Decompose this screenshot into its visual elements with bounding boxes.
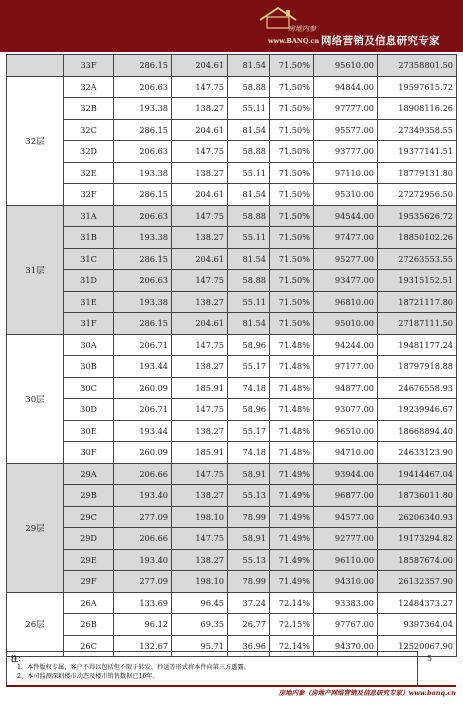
total-price-cell: 26132357.90 — [378, 571, 457, 593]
building-area-cell: 286.15 — [114, 248, 172, 270]
unit-cell: 30E — [64, 420, 114, 442]
total-price-cell: 18736011.80 — [378, 485, 457, 507]
total-price-cell: 27272956.50 — [378, 184, 457, 206]
total-price-cell: 18850102.26 — [378, 227, 457, 249]
unit-cell: 30C — [64, 377, 114, 399]
unit-price-cell: 97767.00 — [314, 614, 378, 636]
total-price-cell: 27187111.50 — [378, 313, 457, 335]
table-row — [7, 442, 457, 464]
ratio-cell: 71.50% — [270, 162, 314, 184]
unit-price-cell: 96510.00 — [314, 420, 378, 442]
table-row — [7, 399, 457, 421]
floor-label — [7, 55, 64, 77]
table-row — [7, 184, 457, 206]
shared-area-cell: 74.18 — [228, 377, 270, 399]
unit-cell: 32F — [64, 184, 114, 206]
ratio-cell: 72.14% — [270, 635, 314, 657]
table-row — [7, 463, 457, 485]
ratio-cell: 71.49% — [270, 528, 314, 550]
total-price-cell: 9397364.04 — [378, 614, 457, 636]
notes-box — [6, 651, 418, 687]
unit-price-cell: 94310.00 — [314, 571, 378, 593]
inner-area-cell: 147.75 — [172, 463, 228, 485]
table-row — [7, 98, 457, 120]
unit-price-cell: 93944.00 — [314, 463, 378, 485]
table-row — [7, 227, 457, 249]
building-area-cell: 277.09 — [114, 506, 172, 528]
unit-price-cell: 94710.00 — [314, 442, 378, 464]
table-row — [7, 485, 457, 507]
ratio-cell: 71.49% — [270, 463, 314, 485]
total-price-cell: 19481177.24 — [378, 334, 457, 356]
inner-area-cell: 138.27 — [172, 98, 228, 120]
total-price-cell: 19597615.72 — [378, 76, 457, 98]
inner-area-cell: 147.75 — [172, 205, 228, 227]
unit-price-cell: 94370.00 — [314, 635, 378, 657]
building-area-cell: 96.12 — [114, 614, 172, 636]
inner-area-cell: 138.27 — [172, 162, 228, 184]
table-row — [7, 162, 457, 184]
shared-area-cell: 78.99 — [228, 571, 270, 593]
unit-price-cell: 94544.00 — [314, 205, 378, 227]
ratio-cell: 71.49% — [270, 549, 314, 571]
unit-cell: 32D — [64, 141, 114, 163]
building-area-cell: 206.71 — [114, 334, 172, 356]
inner-area-cell: 138.27 — [172, 291, 228, 313]
ratio-cell: 71.49% — [270, 485, 314, 507]
inner-area-cell: 204.61 — [172, 184, 228, 206]
shared-area-cell: 55.17 — [228, 420, 270, 442]
table-row — [7, 55, 457, 77]
unit-price-cell: 94244.00 — [314, 334, 378, 356]
inner-area-cell: 147.75 — [172, 141, 228, 163]
unit-price-cell: 95277.00 — [314, 248, 378, 270]
shared-area-cell: 55.11 — [228, 227, 270, 249]
unit-price-cell: 94844.00 — [314, 76, 378, 98]
shared-area-cell: 58.96 — [228, 334, 270, 356]
shared-area-cell: 81.54 — [228, 55, 270, 77]
shared-area-cell: 55.11 — [228, 162, 270, 184]
table-row — [7, 141, 457, 163]
building-area-cell: 286.15 — [114, 184, 172, 206]
inner-area-cell: 138.27 — [172, 356, 228, 378]
table-row — [7, 291, 457, 313]
inner-area-cell: 138.27 — [172, 549, 228, 571]
shared-area-cell: 58.88 — [228, 270, 270, 292]
total-price-cell: 18668894.40 — [378, 420, 457, 442]
page-header — [0, 0, 463, 52]
building-area-cell: 206.63 — [114, 141, 172, 163]
shared-area-cell: 78.99 — [228, 506, 270, 528]
ratio-cell: 71.48% — [270, 399, 314, 421]
brand-slogan: 网络营销及信息研究专家 — [321, 35, 440, 47]
ratio-cell: 71.48% — [270, 356, 314, 378]
ratio-cell: 71.50% — [270, 119, 314, 141]
unit-price-cell: 93077.00 — [314, 399, 378, 421]
unit-cell: 26B — [64, 614, 114, 636]
inner-area-cell: 204.61 — [172, 119, 228, 141]
shared-area-cell: 58.88 — [228, 141, 270, 163]
unit-price-cell: 95010.00 — [314, 313, 378, 335]
building-area-cell: 277.09 — [114, 571, 172, 593]
total-price-cell: 19377141.51 — [378, 141, 457, 163]
ratio-cell: 71.48% — [270, 334, 314, 356]
inner-area-cell: 96.45 — [172, 592, 228, 614]
inner-area-cell: 147.75 — [172, 399, 228, 421]
inner-area-cell: 138.27 — [172, 485, 228, 507]
inner-area-cell: 147.75 — [172, 270, 228, 292]
building-area-cell: 193.40 — [114, 485, 172, 507]
table-row — [7, 248, 457, 270]
building-area-cell: 206.63 — [114, 76, 172, 98]
shared-area-cell: 58.88 — [228, 76, 270, 98]
table-row — [7, 614, 457, 636]
unit-cell: 31F — [64, 313, 114, 335]
building-area-cell: 193.38 — [114, 291, 172, 313]
shared-area-cell: 37.24 — [228, 592, 270, 614]
unit-price-cell: 97110.00 — [314, 162, 378, 184]
total-price-cell: 18587674.00 — [378, 549, 457, 571]
unit-cell: 30A — [64, 334, 114, 356]
shared-area-cell: 81.54 — [228, 313, 270, 335]
unit-price-cell: 93383.00 — [314, 592, 378, 614]
floor-label: 26层 — [7, 592, 64, 657]
inner-area-cell: 198.10 — [172, 506, 228, 528]
total-price-cell: 19414467.04 — [378, 463, 457, 485]
shared-area-cell: 58.91 — [228, 528, 270, 550]
shared-area-cell: 55.11 — [228, 98, 270, 120]
shared-area-cell: 81.54 — [228, 119, 270, 141]
footer-text: 房地内参（房地产网络营销及信息研究专家）www.banq.cn — [278, 689, 456, 697]
total-price-cell: 19173294.82 — [378, 528, 457, 550]
notes-line: 2、本司监测深圳楼市动态及楼市销售数据已16年。 — [17, 673, 159, 680]
unit-price-cell: 95610.00 — [314, 55, 378, 77]
shared-area-cell: 58.91 — [228, 463, 270, 485]
shared-area-cell: 55.13 — [228, 549, 270, 571]
floor-label: 29层 — [7, 463, 64, 592]
inner-area-cell: 204.61 — [172, 55, 228, 77]
table-row — [7, 420, 457, 442]
ratio-cell: 71.50% — [270, 98, 314, 120]
building-area-cell: 193.38 — [114, 98, 172, 120]
inner-area-cell: 198.10 — [172, 571, 228, 593]
table-row — [7, 356, 457, 378]
building-area-cell: 193.38 — [114, 227, 172, 249]
ratio-cell: 71.50% — [270, 55, 314, 77]
table-row — [7, 313, 457, 335]
floor-label: 32层 — [7, 76, 64, 205]
unit-cell: 32A — [64, 76, 114, 98]
unit-price-cell: 95577.00 — [314, 119, 378, 141]
ratio-cell: 71.50% — [270, 76, 314, 98]
building-area-cell: 286.15 — [114, 55, 172, 77]
total-price-cell: 19315152.51 — [378, 270, 457, 292]
ratio-cell: 71.49% — [270, 571, 314, 593]
building-area-cell: 260.09 — [114, 377, 172, 399]
inner-area-cell: 204.61 — [172, 248, 228, 270]
unit-cell: 31D — [64, 270, 114, 292]
total-price-cell: 27358801.50 — [378, 55, 457, 77]
unit-cell: 29F — [64, 571, 114, 593]
building-area-cell: 193.44 — [114, 356, 172, 378]
building-area-cell: 206.63 — [114, 270, 172, 292]
table-row — [7, 119, 457, 141]
notes-line: 1、本件版权专属，客户不得以包括但不限于转发、抄送等形式将本件向第三方透露。 — [17, 664, 250, 671]
inner-area-cell: 147.75 — [172, 334, 228, 356]
inner-area-cell: 147.75 — [172, 528, 228, 550]
shared-area-cell: 36.96 — [228, 635, 270, 657]
floor-label: 30层 — [7, 334, 64, 463]
ratio-cell: 71.48% — [270, 442, 314, 464]
ratio-cell: 71.50% — [270, 141, 314, 163]
unit-cell: 31E — [64, 291, 114, 313]
ratio-cell: 71.50% — [270, 291, 314, 313]
inner-area-cell: 147.75 — [172, 76, 228, 98]
unit-price-cell: 95310.00 — [314, 184, 378, 206]
notes-title: 注： — [11, 654, 25, 663]
building-area-cell: 286.15 — [114, 313, 172, 335]
total-price-cell: 27349358.55 — [378, 119, 457, 141]
total-price-cell: 18797918.88 — [378, 356, 457, 378]
inner-area-cell: 185.91 — [172, 377, 228, 399]
ratio-cell: 72.15% — [270, 614, 314, 636]
total-price-cell: 19535626.72 — [378, 205, 457, 227]
unit-price-cell: 94577.00 — [314, 506, 378, 528]
unit-price-cell: 96110.00 — [314, 549, 378, 571]
unit-price-cell: 96877.00 — [314, 485, 378, 507]
table-row — [7, 592, 457, 614]
table-row — [7, 377, 457, 399]
table-row — [7, 334, 457, 356]
brand-url: www.BANQ.cn — [268, 37, 320, 45]
shared-area-cell: 81.54 — [228, 248, 270, 270]
shared-area-cell: 74.18 — [228, 442, 270, 464]
ratio-cell: 71.50% — [270, 184, 314, 206]
unit-cell: 29A — [64, 463, 114, 485]
unit-cell: 30D — [64, 399, 114, 421]
unit-price-cell: 97777.00 — [314, 98, 378, 120]
table-body — [7, 55, 457, 657]
shared-area-cell: 58.96 — [228, 399, 270, 421]
total-price-cell: 19239946.67 — [378, 399, 457, 421]
floor-label: 31层 — [7, 205, 64, 334]
unit-cell: 30F — [64, 442, 114, 464]
ratio-cell: 71.48% — [270, 377, 314, 399]
unit-cell: 32B — [64, 98, 114, 120]
building-area-cell: 206.66 — [114, 463, 172, 485]
building-area-cell: 206.66 — [114, 528, 172, 550]
unit-cell: 32E — [64, 162, 114, 184]
inner-area-cell: 138.27 — [172, 420, 228, 442]
building-area-cell: 260.09 — [114, 442, 172, 464]
unit-cell: 33F — [64, 55, 114, 77]
ratio-cell: 71.49% — [270, 506, 314, 528]
ratio-cell: 71.50% — [270, 313, 314, 335]
ratio-cell: 71.50% — [270, 205, 314, 227]
brand-short-name: 房地内参 — [288, 25, 316, 33]
total-price-cell: 12520067.90 — [378, 635, 457, 657]
table-row — [7, 571, 457, 593]
unit-cell: 31B — [64, 227, 114, 249]
table-row — [7, 549, 457, 571]
unit-cell: 29E — [64, 549, 114, 571]
inner-area-cell: 69.35 — [172, 614, 228, 636]
table-row — [7, 205, 457, 227]
unit-cell: 30B — [64, 356, 114, 378]
ratio-cell: 71.50% — [270, 270, 314, 292]
shared-area-cell: 58.88 — [228, 205, 270, 227]
unit-price-cell: 93477.00 — [314, 270, 378, 292]
shared-area-cell: 55.17 — [228, 356, 270, 378]
unit-cell: 26A — [64, 592, 114, 614]
total-price-cell: 18779131.80 — [378, 162, 457, 184]
page-footer — [6, 685, 456, 697]
ratio-cell: 71.48% — [270, 420, 314, 442]
total-price-cell: 18908116.26 — [378, 98, 457, 120]
unit-cell: 32C — [64, 119, 114, 141]
unit-price-cell: 97177.00 — [314, 356, 378, 378]
total-price-cell: 27263553.55 — [378, 248, 457, 270]
unit-cell: 31C — [64, 248, 114, 270]
unit-price-cell: 97477.00 — [314, 227, 378, 249]
unit-cell: 29B — [64, 485, 114, 507]
unit-cell: 26C — [64, 635, 114, 657]
shared-area-cell: 26.77 — [228, 614, 270, 636]
building-area-cell: 193.40 — [114, 549, 172, 571]
building-area-cell: 193.38 — [114, 162, 172, 184]
building-area-cell: 206.63 — [114, 205, 172, 227]
unit-price-cell: 94877.00 — [314, 377, 378, 399]
building-area-cell: 132.67 — [114, 635, 172, 657]
building-area-cell: 206.71 — [114, 399, 172, 421]
unit-price-cell: 96810.00 — [314, 291, 378, 313]
unit-price-cell: 93777.00 — [314, 141, 378, 163]
building-area-cell: 193.44 — [114, 420, 172, 442]
table-row — [7, 270, 457, 292]
unit-cell: 31A — [64, 205, 114, 227]
total-price-cell: 24676558.93 — [378, 377, 457, 399]
shared-area-cell: 81.54 — [228, 184, 270, 206]
total-price-cell: 12484373.27 — [378, 592, 457, 614]
total-price-cell: 24633123.90 — [378, 442, 457, 464]
total-price-cell: 18721117.80 — [378, 291, 457, 313]
unit-cell: 29C — [64, 506, 114, 528]
inner-area-cell: 138.27 — [172, 227, 228, 249]
shared-area-cell: 55.11 — [228, 291, 270, 313]
inner-area-cell: 204.61 — [172, 313, 228, 335]
inner-area-cell: 95.71 — [172, 635, 228, 657]
table-row — [7, 506, 457, 528]
building-area-cell: 286.15 — [114, 119, 172, 141]
table-row — [7, 528, 457, 550]
unit-cell: 29D — [64, 528, 114, 550]
table-row — [7, 76, 457, 98]
unit-price-cell: 92777.00 — [314, 528, 378, 550]
building-area-cell: 133.69 — [114, 592, 172, 614]
ratio-cell: 71.50% — [270, 248, 314, 270]
total-price-cell: 26206340.93 — [378, 506, 457, 528]
ratio-cell: 72.14% — [270, 592, 314, 614]
page-number: 5 — [427, 654, 433, 663]
shared-area-cell: 55.13 — [228, 485, 270, 507]
ratio-cell: 71.50% — [270, 227, 314, 249]
inner-area-cell: 185.91 — [172, 442, 228, 464]
price-table — [6, 54, 457, 657]
